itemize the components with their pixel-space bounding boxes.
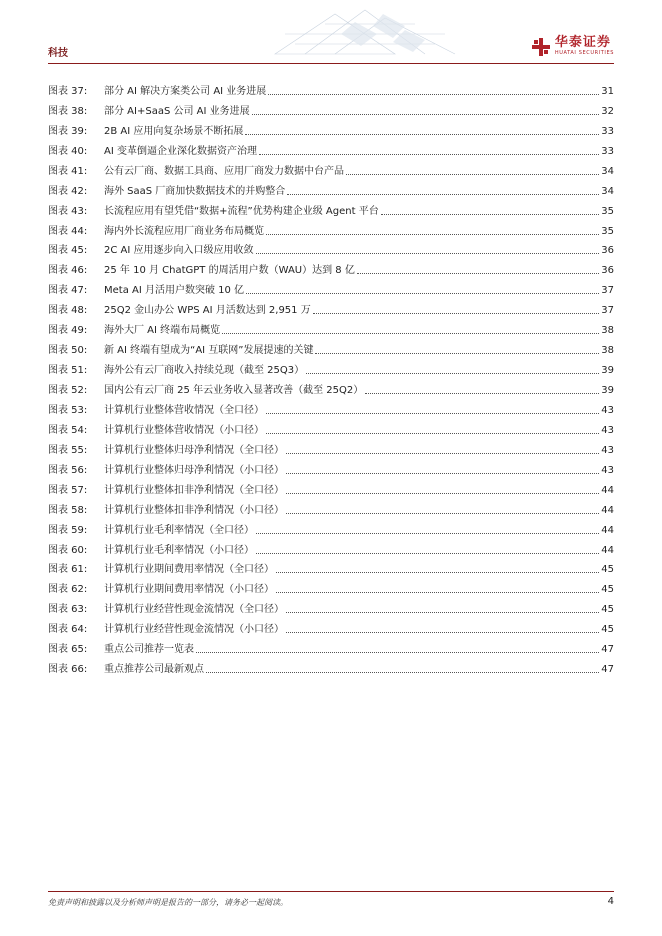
toc-entry-page: 45 bbox=[601, 584, 614, 596]
toc-entry-page: 45 bbox=[601, 564, 614, 576]
toc-entry[interactable] bbox=[48, 377, 614, 397]
toc-entry[interactable] bbox=[48, 636, 614, 656]
toc-entry[interactable] bbox=[48, 238, 614, 258]
toc-entry-label: 图表 65: bbox=[48, 644, 88, 656]
toc-entry-title: 计算机行业期间费用率情况（全口径） bbox=[104, 564, 274, 576]
toc-entry-page: 39 bbox=[601, 385, 614, 396]
toc-entry-label: 图表 55: bbox=[48, 444, 88, 456]
toc-entry-title: 国内公有云厂商 25 年云业务收入显著改善（截至 25Q2） bbox=[104, 385, 364, 396]
toc-entry[interactable] bbox=[48, 218, 614, 238]
toc-entry-page: 35 bbox=[601, 225, 614, 237]
toc-entry-label: 图表 43: bbox=[48, 205, 88, 217]
toc-entry-page: 35 bbox=[601, 205, 614, 217]
toc-dot-leader bbox=[357, 273, 599, 274]
toc-dot-leader bbox=[252, 114, 600, 115]
toc-entry-title: 新 AI 终端有望成为“AI 互联网”发展提速的关键 bbox=[104, 345, 314, 357]
toc-dot-leader bbox=[286, 513, 599, 514]
toc-entry[interactable] bbox=[48, 158, 614, 178]
toc-entry-label: 图表 40: bbox=[48, 145, 88, 157]
toc-entry-page: 37 bbox=[601, 285, 614, 297]
toc-entry-title: 计算机行业毛利率情况（小口径） bbox=[104, 544, 254, 556]
toc-dot-leader bbox=[365, 393, 599, 394]
toc-entry-title: 部分 AI+SaaS 公司 AI 业务进展 bbox=[104, 105, 250, 117]
toc-entry-title: 计算机行业整体扣非净利情况（全口径） bbox=[104, 484, 284, 496]
toc-entry-title: 海外公有云厂商收入持续兑现（截至 25Q3） bbox=[104, 365, 305, 377]
toc-entry-page: 47 bbox=[601, 644, 614, 656]
toc-entry[interactable] bbox=[48, 576, 614, 596]
huatai-logo bbox=[532, 36, 614, 57]
toc-entry[interactable] bbox=[48, 417, 614, 437]
toc-entry-page: 43 bbox=[601, 444, 614, 456]
toc-entry-page: 37 bbox=[601, 305, 614, 317]
toc-entry-title: 计算机行业期间费用率情况（小口径） bbox=[104, 584, 274, 596]
toc-dot-leader bbox=[196, 652, 599, 653]
toc-entry-page: 38 bbox=[601, 325, 614, 337]
toc-entry[interactable] bbox=[48, 537, 614, 557]
toc-entry-page: 31 bbox=[601, 85, 614, 97]
toc-entry-label: 图表 46: bbox=[48, 265, 88, 277]
toc-entry-label: 图表 54: bbox=[48, 424, 88, 436]
toc-entry-page: 45 bbox=[601, 604, 614, 616]
toc-dot-leader bbox=[286, 612, 599, 613]
toc-entry-title: 部分 AI 解决方案类公司 AI 业务进展 bbox=[104, 85, 267, 97]
toc-dot-leader bbox=[256, 553, 599, 554]
toc-dot-leader bbox=[206, 672, 599, 673]
toc-entry-title: 计算机行业经营性现金流情况（小口径） bbox=[104, 624, 284, 636]
toc-entry-label: 图表 47: bbox=[48, 285, 88, 297]
toc-entry-label: 图表 53: bbox=[48, 404, 88, 416]
toc-entry-title: 公有云厂商、数据工具商、应用厂商发力数据中台产品 bbox=[104, 165, 344, 177]
toc-entry[interactable] bbox=[48, 118, 614, 138]
footer-disclaimer: 免责声明和披露以及分析师声明是报告的一部分，请务必一起阅读。 bbox=[48, 898, 288, 907]
toc-entry-label: 图表 48: bbox=[48, 305, 88, 317]
toc-dot-leader bbox=[245, 134, 599, 135]
toc-entry-label: 图表 42: bbox=[48, 185, 88, 197]
toc-entry-page: 39 bbox=[601, 365, 614, 377]
toc-entry[interactable] bbox=[48, 138, 614, 158]
toc-entry-title: 计算机行业整体扣非净利情况（小口径） bbox=[104, 504, 284, 516]
toc-entry[interactable] bbox=[48, 317, 614, 337]
figure-index-list bbox=[48, 78, 614, 676]
toc-entry-label: 图表 57: bbox=[48, 484, 88, 496]
page-number: 4 bbox=[607, 896, 614, 907]
toc-entry-title: 重点推荐公司最新观点 bbox=[104, 664, 204, 676]
toc-entry-title: 海内外长流程应用厂商业务布局概览 bbox=[104, 225, 264, 237]
toc-dot-leader bbox=[276, 592, 599, 593]
toc-entry-label: 图表 62: bbox=[48, 584, 88, 596]
toc-entry-label: 图表 60: bbox=[48, 544, 88, 556]
toc-dot-leader bbox=[313, 313, 600, 314]
toc-entry-title: 计算机行业毛利率情况（全口径） bbox=[104, 524, 254, 536]
toc-entry-title: 2B AI 应用向复杂场景不断拓展 bbox=[104, 125, 244, 137]
toc-dot-leader bbox=[286, 632, 599, 633]
toc-entry[interactable] bbox=[48, 497, 614, 517]
toc-entry-title: 计算机行业经营性现金流情况（全口径） bbox=[104, 604, 284, 616]
toc-dot-leader bbox=[246, 293, 599, 294]
header-divider bbox=[48, 63, 614, 64]
toc-entry-page: 32 bbox=[601, 105, 614, 117]
toc-entry[interactable] bbox=[48, 457, 614, 477]
toc-entry-title: 计算机行业整体营收情况（全口径） bbox=[104, 404, 264, 416]
toc-dot-leader bbox=[256, 533, 599, 534]
toc-entry-page: 36 bbox=[601, 265, 614, 277]
toc-dot-leader bbox=[286, 493, 599, 494]
toc-entry-title: 25 年 10 月 ChatGPT 的周活用户数（WAU）达到 8 亿 bbox=[104, 265, 355, 277]
toc-entry[interactable] bbox=[48, 98, 614, 118]
toc-dot-leader bbox=[287, 194, 599, 195]
footer-divider bbox=[48, 891, 614, 892]
toc-entry-title: 长流程应用有望凭借“数据+流程”优势构建企业级 Agent 平台 bbox=[104, 205, 379, 217]
toc-entry-label: 图表 37: bbox=[48, 85, 88, 97]
toc-entry[interactable] bbox=[48, 337, 614, 357]
toc-dot-leader bbox=[286, 473, 599, 474]
toc-entry-label: 图表 41: bbox=[48, 165, 88, 177]
toc-entry[interactable] bbox=[48, 557, 614, 577]
toc-entry-page: 34 bbox=[601, 165, 614, 177]
toc-entry[interactable] bbox=[48, 656, 614, 676]
toc-dot-leader bbox=[315, 353, 599, 354]
toc-dot-leader bbox=[381, 214, 600, 215]
toc-entry-page: 33 bbox=[601, 145, 614, 157]
toc-entry-page: 44 bbox=[601, 544, 614, 556]
toc-entry-page: 45 bbox=[601, 624, 614, 636]
toc-entry[interactable] bbox=[48, 357, 614, 377]
toc-dot-leader bbox=[276, 572, 599, 573]
toc-entry-page: 43 bbox=[601, 404, 614, 416]
toc-entry[interactable] bbox=[48, 277, 614, 297]
toc-dot-leader bbox=[266, 413, 599, 414]
toc-dot-leader bbox=[222, 333, 599, 334]
toc-entry-title: 25Q2 金山办公 WPS AI 月活数达到 2,951 万 bbox=[104, 305, 311, 317]
huatai-logo-icon bbox=[532, 38, 550, 56]
toc-entry-label: 图表 38: bbox=[48, 105, 88, 117]
toc-entry-title: 2C AI 应用逐步向入口级应用收敛 bbox=[104, 245, 254, 257]
toc-entry[interactable] bbox=[48, 78, 614, 98]
toc-entry-label: 图表 56: bbox=[48, 464, 88, 476]
toc-entry[interactable] bbox=[48, 397, 614, 417]
toc-entry-title: 计算机行业整体归母净利情况（全口径） bbox=[104, 444, 284, 456]
toc-dot-leader bbox=[266, 433, 599, 434]
toc-entry-page: 33 bbox=[601, 125, 614, 137]
toc-entry-page: 47 bbox=[601, 664, 614, 676]
toc-entry[interactable] bbox=[48, 178, 614, 198]
toc-entry-page: 34 bbox=[601, 185, 614, 197]
toc-entry-label: 图表 61: bbox=[48, 564, 88, 576]
toc-entry[interactable] bbox=[48, 297, 614, 317]
toc-dot-leader bbox=[346, 174, 599, 175]
toc-dot-leader bbox=[256, 253, 600, 254]
toc-entry-title: 计算机行业整体归母净利情况（小口径） bbox=[104, 464, 284, 476]
toc-entry-page: 43 bbox=[601, 464, 614, 476]
toc-entry-page: 43 bbox=[601, 424, 614, 436]
toc-entry-label: 图表 50: bbox=[48, 345, 88, 357]
toc-entry-label: 图表 63: bbox=[48, 604, 88, 616]
toc-entry-label: 图表 45: bbox=[48, 245, 88, 257]
toc-dot-leader bbox=[268, 94, 599, 95]
toc-entry-label: 图表 59: bbox=[48, 524, 88, 536]
toc-entry[interactable] bbox=[48, 257, 614, 277]
logo-english-name: HUATAI SECURITIES bbox=[554, 50, 614, 56]
toc-entry-page: 38 bbox=[601, 345, 614, 357]
toc-entry-label: 图表 44: bbox=[48, 225, 88, 237]
toc-entry-label: 图表 66: bbox=[48, 664, 88, 676]
toc-entry[interactable] bbox=[48, 596, 614, 616]
toc-entry-label: 图表 52: bbox=[48, 385, 88, 396]
toc-entry-page: 44 bbox=[601, 504, 614, 516]
page-header bbox=[0, 0, 662, 70]
toc-entry-title: 计算机行业整体营收情况（小口径） bbox=[104, 424, 264, 436]
toc-entry-page: 36 bbox=[601, 245, 614, 257]
toc-dot-leader bbox=[266, 234, 599, 235]
toc-entry-title: 重点公司推荐一览表 bbox=[104, 644, 194, 656]
toc-entry-title: Meta AI 月活用户数突破 10 亿 bbox=[104, 285, 245, 297]
toc-entry-label: 图表 39: bbox=[48, 125, 88, 137]
toc-entry[interactable] bbox=[48, 517, 614, 537]
toc-entry-label: 图表 58: bbox=[48, 504, 88, 516]
toc-entry-page: 44 bbox=[601, 524, 614, 536]
toc-entry-page: 44 bbox=[601, 484, 614, 496]
toc-entry[interactable] bbox=[48, 616, 614, 636]
toc-entry-title: 海外大厂 AI 终端布局概览 bbox=[104, 325, 221, 337]
toc-dot-leader bbox=[259, 154, 599, 155]
toc-entry-title: AI 变革倒逼企业深化数据资产治理 bbox=[104, 145, 257, 157]
toc-dot-leader bbox=[286, 453, 599, 454]
toc-entry[interactable] bbox=[48, 477, 614, 497]
toc-entry-label: 图表 49: bbox=[48, 325, 88, 337]
toc-entry-title: 海外 SaaS 厂商加快数据技术的并购整合 bbox=[104, 185, 286, 197]
toc-dot-leader bbox=[306, 373, 599, 374]
section-label: 科技 bbox=[48, 48, 68, 59]
toc-entry[interactable] bbox=[48, 198, 614, 218]
header-decoration-graphic bbox=[265, 4, 465, 60]
toc-entry-label: 图表 64: bbox=[48, 624, 88, 636]
toc-entry[interactable] bbox=[48, 437, 614, 457]
toc-entry-label: 图表 51: bbox=[48, 365, 88, 377]
logo-chinese-name: 华泰证券 bbox=[554, 35, 611, 50]
